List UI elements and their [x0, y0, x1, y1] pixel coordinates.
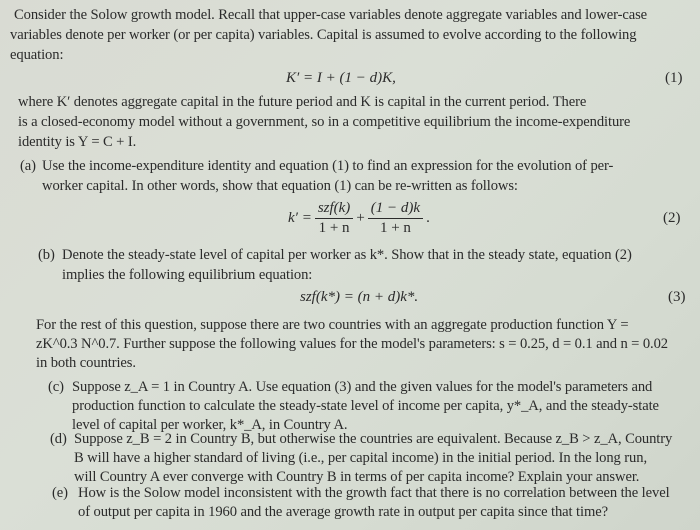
part-c-line-2: production function to calculate the steady-state level of income per capita, y*_A, and the steady-state	[72, 398, 659, 414]
part-e-label: (e)	[52, 485, 68, 501]
part-d-line-2: B will have a higher standard of living (i.e., per capital income) in the initial period. In the long run,	[74, 450, 647, 466]
rest-line-3: in both countries.	[36, 355, 136, 371]
rest-line-1: For the rest of this question, suppose there are two countries with an aggregate production function Y =	[36, 317, 629, 333]
part-b-line-2: implies the following equilibrium equation:	[62, 267, 313, 283]
intro-line-2: variables denote per worker (or per capita) variables. Capital is assumed to evolve according to the following	[10, 27, 637, 43]
part-d-label: (d)	[50, 431, 67, 447]
part-a-label: (a)	[20, 158, 36, 174]
equation-2-plus: +	[356, 210, 365, 226]
fraction-2-numerator: (1 − d)k	[368, 200, 423, 219]
intro-line-1: Consider the Solow growth model. Recall that upper-case variables denote aggregate variables and lower-case	[14, 7, 648, 23]
part-e-line-1: How is the Solow model inconsistent with the growth fact that there is no correlation between the level	[78, 485, 670, 501]
equation-2-fraction-1	[315, 200, 354, 237]
part-c-label: (c)	[48, 379, 64, 395]
part-d-line-3: will Country A ever converge with Country B in terms of per capita income? Explain your answer.	[74, 469, 640, 485]
part-a-line-2: worker capital. In other words, show that equation (1) can be re-written as follows:	[42, 178, 518, 194]
equation-2-number: (2)	[663, 210, 681, 226]
context-line-2: is a closed-economy model without a government, so in a competitive equilibrium the income-expenditure	[18, 114, 631, 130]
equation-2-lhs: k′ =	[288, 210, 312, 226]
part-b-line-1: Denote the steady-state level of capital per worker as k*. Show that in the steady state, equation (2)	[62, 247, 632, 263]
equation-2	[288, 200, 430, 237]
part-e-line-2: of output per capita in 1960 and the average growth rate in output per capita since that time?	[78, 504, 608, 520]
part-c-line-1: Suppose z_A = 1 in Country A. Use equation (3) and the given values for the model's parameters and	[72, 379, 653, 395]
fraction-1-denominator: 1 + n	[318, 220, 350, 236]
equation-1-number: (1)	[665, 70, 683, 86]
part-a-line-1: Use the income-expenditure identity and equation (1) to find an expression for the evolution of per-	[42, 158, 614, 174]
equation-3: szf(k*) = (n + d)k*.	[300, 289, 419, 305]
fraction-2-denominator: 1 + n	[379, 220, 411, 236]
fraction-1-numerator: szf(k)	[315, 200, 354, 219]
context-line-3: identity is Y = C + I.	[18, 134, 137, 150]
part-c-line-3: level of capital per worker, k*_A, in Country A.	[72, 417, 348, 433]
equation-2-fraction-2	[368, 200, 423, 237]
context-line-1: where K′ denotes aggregate capital in the future period and K is capital in the current period. There	[18, 94, 587, 110]
rest-line-2: zK^0.3 N^0.7. Further suppose the following values for the model's parameters: s = 0.25, d = 0.1 and n = 0.02	[36, 336, 669, 352]
equation-1: K′ = I + (1 − d)K,	[286, 70, 396, 86]
equation-2-period: .	[426, 210, 430, 226]
part-b-label: (b)	[38, 247, 55, 263]
equation-3-number: (3)	[668, 289, 686, 305]
part-d-line-1: Suppose z_B = 2 in Country B, but otherwise the countries are equivalent. Because z_B > z_A, Country	[74, 431, 673, 447]
intro-line-3: equation:	[10, 47, 64, 63]
